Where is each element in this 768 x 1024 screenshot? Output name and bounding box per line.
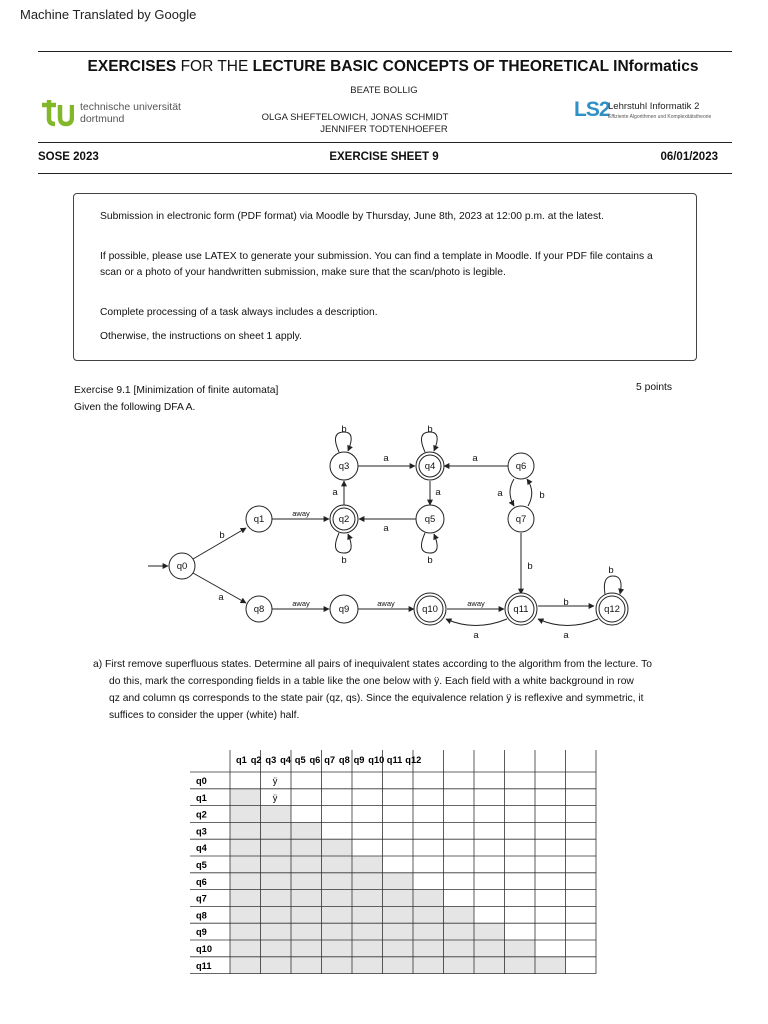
table-row-header: q11 — [196, 960, 212, 971]
edge-label: a — [383, 453, 389, 464]
table-shaded-cell — [383, 873, 414, 890]
state-label: q2 — [338, 514, 350, 525]
edge-label: b — [427, 424, 433, 435]
state-label: q11 — [513, 604, 529, 615]
table-column-header: q6 — [309, 755, 321, 765]
table-row-header: q7 — [196, 893, 207, 904]
table-shaded-cell — [383, 940, 414, 957]
table-column-header: q9 — [353, 755, 365, 765]
table-shaded-cell — [261, 906, 292, 923]
table-shaded-cell — [230, 923, 261, 940]
table-column-header: q2 — [250, 755, 262, 765]
table-column-header: q12 — [405, 755, 422, 765]
table-shaded-cell — [505, 957, 536, 974]
authors-line-2: JENNIFER TODTENHOEFER — [320, 124, 448, 135]
table-column-header: q8 — [338, 755, 350, 765]
state-label: q9 — [338, 604, 350, 615]
lead-author: BEATE BOLLIG — [350, 85, 418, 96]
exercise-given: Given the following DFA A. — [74, 402, 196, 413]
edge-label: b — [341, 424, 347, 435]
table-row-header: q5 — [196, 860, 207, 870]
ls2-logo-mark: LS2 — [574, 98, 610, 121]
table-shaded-cell — [322, 839, 353, 856]
table-mark: ÿ — [272, 792, 278, 803]
table-shaded-cell — [413, 906, 444, 923]
table-row-header: q9 — [196, 927, 207, 938]
table-shaded-cell — [230, 839, 261, 856]
table-shaded-cell — [230, 856, 261, 873]
tu-dortmund-logo-text: technische universität dortmund — [80, 101, 181, 125]
edge-label: b — [219, 530, 225, 541]
table-shaded-cell — [474, 940, 505, 957]
exercise-heading: Exercise 9.1 [Minimization of finite automata] — [74, 385, 279, 396]
edge-label: away — [377, 599, 395, 608]
edge-label: a — [497, 488, 503, 499]
instruction-description: Complete processing of a task always includes a description. — [100, 307, 378, 318]
table-shaded-cell — [291, 873, 322, 890]
table-shaded-cell — [413, 923, 444, 940]
table-shaded-cell — [291, 906, 322, 923]
table-column-header: q7 — [324, 755, 336, 765]
table-column-header: q1 — [236, 755, 247, 765]
table-row-header: q6 — [196, 876, 207, 887]
table-shaded-cell — [230, 906, 261, 923]
edge-label: b — [527, 561, 533, 572]
edge-label: away — [292, 599, 310, 608]
state-label: q1 — [253, 514, 265, 525]
table-shaded-cell — [352, 890, 383, 907]
table-shaded-cell — [261, 890, 292, 907]
edge-label: a — [332, 487, 338, 498]
state-label: q7 — [515, 514, 527, 525]
date-label: 06/01/2023 — [660, 151, 718, 163]
state-label: q10 — [422, 604, 438, 615]
state-label: q5 — [424, 514, 436, 525]
table-shaded-cell — [230, 890, 261, 907]
state-label: q0 — [176, 561, 188, 572]
table-shaded-cell — [444, 906, 475, 923]
table-row-header: q3 — [196, 826, 207, 837]
table-shaded-cell — [322, 856, 353, 873]
edge-label: b — [341, 555, 347, 566]
table-column-header: q4 — [280, 755, 291, 765]
edge-label: a — [473, 630, 479, 641]
table-shaded-cell — [230, 873, 261, 890]
table-shaded-cell — [383, 923, 414, 940]
table-row-header: q2 — [196, 809, 207, 820]
edge-label: b — [608, 565, 614, 576]
edge-label: a — [435, 487, 441, 498]
state-label: q12 — [604, 604, 620, 615]
table-shaded-cell — [261, 940, 292, 957]
state-label: q8 — [253, 604, 265, 615]
edge-label: b — [539, 490, 545, 501]
table-shaded-cell — [474, 923, 505, 940]
table-shaded-cell — [230, 806, 261, 823]
table-column-header: q10 — [368, 755, 385, 765]
table-row-header: q4 — [196, 843, 207, 854]
table-shaded-cell — [322, 890, 353, 907]
table-shaded-cell — [291, 856, 322, 873]
exercise-points: 5 points — [636, 382, 673, 393]
table-shaded-cell — [352, 923, 383, 940]
edge-label: a — [383, 523, 389, 534]
page-title: EXERCISES FOR THE LECTURE BASIC CONCEPTS OF THEORETICAL INformatics — [87, 58, 699, 75]
table-shaded-cell — [383, 890, 414, 907]
table-shaded-cell — [230, 940, 261, 957]
table-shaded-cell — [261, 822, 292, 839]
table-shaded-cell — [291, 923, 322, 940]
sheet-label: EXERCISE SHEET 9 — [329, 151, 439, 163]
table-shaded-cell — [413, 890, 444, 907]
table-shaded-cell — [413, 940, 444, 957]
authors-line-1: OLGA SHEFTELOWICH, JONAS SCHMIDT — [261, 112, 449, 123]
table-shaded-cell — [352, 856, 383, 873]
edge-label: a — [563, 630, 569, 641]
table-shaded-cell — [261, 873, 292, 890]
part-a-text: a) First remove superfluous states. Determine all pairs of inequivalent states according to the algorithm from the lecture. To do this, mark the corresponding fields in a table like the one below with ÿ. Each field with a white background in row qz and column qs corresponds to the state pair (qz, qs). Since the equivalence relation ÿ is reflexive and symmetric, it suffices to consider the upper (white) half. — [93, 659, 652, 721]
edge-label: b — [563, 597, 569, 608]
table-shaded-cell — [535, 957, 566, 974]
term-label: SOSE 2023 — [38, 151, 99, 163]
edge-label: away — [467, 599, 485, 608]
table-shaded-cell — [230, 789, 261, 806]
table-shaded-cell — [444, 957, 475, 974]
ls2-logo-text: Lehrstuhl Informatik 2 Effiziente Algorithmen und Komplexitätstheorie — [608, 101, 712, 120]
table-shaded-cell — [322, 873, 353, 890]
table-column-header: q5 — [294, 755, 306, 765]
edge-label: a — [472, 453, 478, 464]
table-shaded-cell — [383, 906, 414, 923]
table-shaded-cell — [352, 940, 383, 957]
table-row-header: q0 — [196, 776, 207, 786]
instruction-deadline: Submission in electronic form (PDF format) via Moodle by Thursday, June 8th, 2023 at 12:00 p.m. at the latest. — [100, 211, 604, 222]
table-shaded-cell — [444, 940, 475, 957]
table-shaded-cell — [474, 957, 505, 974]
table-shaded-cell — [383, 957, 414, 974]
edge-label: away — [292, 509, 310, 518]
table-shaded-cell — [230, 957, 261, 974]
instruction-latex: If possible, please use LATEX to generate your submission. You can find a template in Moodle. If your PDF file contains a scan or a photo of your handwritten submission, make sure that the scan/photo is legible. — [100, 251, 653, 278]
table-shaded-cell — [261, 957, 292, 974]
edge-label: b — [427, 555, 433, 566]
table-column-header: q11 — [386, 755, 403, 765]
table-shaded-cell — [352, 873, 383, 890]
table-shaded-cell — [261, 806, 292, 823]
table-shaded-cell — [322, 940, 353, 957]
table-shaded-cell — [444, 923, 475, 940]
table-shaded-cell — [322, 957, 353, 974]
edge-label: a — [218, 592, 224, 603]
table-shaded-cell — [230, 822, 261, 839]
table-shaded-cell — [261, 923, 292, 940]
table-shaded-cell — [352, 957, 383, 974]
table-column-header: q3 — [265, 755, 277, 765]
table-shaded-cell — [352, 906, 383, 923]
table-shaded-cell — [261, 856, 292, 873]
machine-translation-notice: Machine Translated by Google — [20, 7, 197, 22]
state-label: q4 — [424, 461, 436, 472]
table-shaded-cell — [261, 839, 292, 856]
table-shaded-cell — [291, 890, 322, 907]
table-shaded-cell — [291, 839, 322, 856]
table-row-header: q1 — [196, 792, 207, 803]
state-label: q3 — [338, 461, 350, 472]
table-row-header: q10 — [196, 944, 213, 954]
table-shaded-cell — [322, 923, 353, 940]
table-row-header: q8 — [196, 910, 207, 921]
table-shaded-cell — [291, 822, 322, 839]
table-shaded-cell — [505, 940, 536, 957]
table-mark: ÿ — [272, 776, 278, 786]
state-label: q6 — [515, 461, 527, 472]
table-shaded-cell — [291, 940, 322, 957]
instruction-sheet1: Otherwise, the instructions on sheet 1 apply. — [100, 331, 302, 342]
table-shaded-cell — [322, 906, 353, 923]
table-shaded-cell — [413, 957, 444, 974]
table-shaded-cell — [291, 957, 322, 974]
